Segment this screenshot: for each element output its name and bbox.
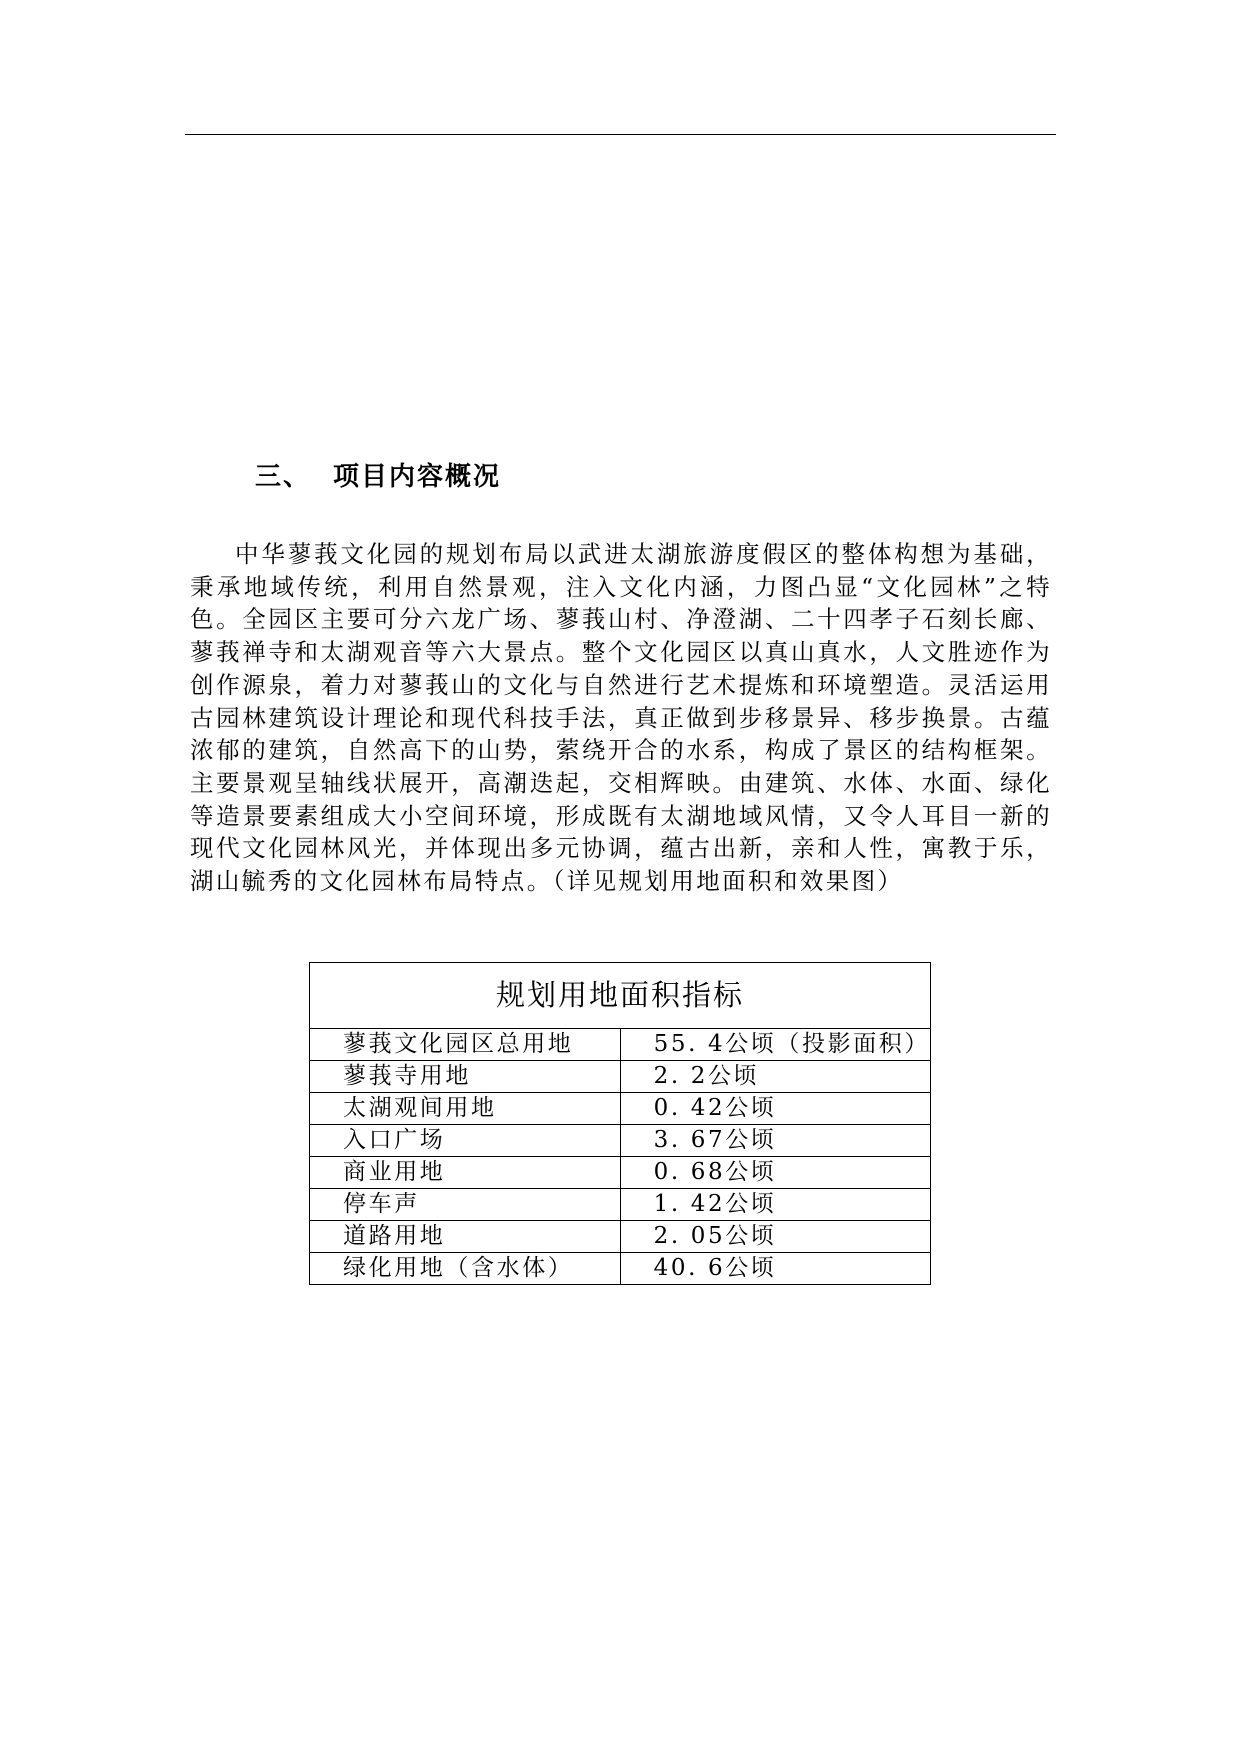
body-paragraph: 中华蓼莪文化园的规划布局以武进太湖旅游度假区的整体构想为基础，秉承地域传统，利用自然景观，注入文化内涵，力图凸显“文化园林”之特色。全园区主要可分六龙广场、蓼莪山村、净澄湖、二十四孝子石刻长廊、蓼莪禅寺和太湖观音等六大景点。整个文化园区以真山真水，人文胜迹作为创作源泉，着力对蓼莪山的文化与自然进行艺术提炼和环境塑造。灵活运用古园林建筑设计理论和现代科技手法，真正做到步移景异、移步换景。古蕴浓郁的建筑，自然高下的山势，萦绕开合的水系，构成了景区的结构框架。主要景观呈轴线状展开，高潮迭起，交相辉映。由建筑、水体、水面、绿化等造景要素组成大小空间环境，形成既有太湖地域风情，又令人耳目一新的现代文化园林风光，并体现出多元协调，蕴古出新，亲和人性，寓教于乐，湖山毓秀的文化园林布局特点。（详见规划用地面积和效果图） <box>190 540 1052 896</box>
header-rule <box>185 134 1056 135</box>
table-row <box>310 1125 931 1157</box>
land-use-area: 2. 2公顷 <box>620 1061 930 1093</box>
land-use-name: 停车声 <box>310 1189 621 1221</box>
land-use-name: 道路用地 <box>310 1221 621 1253</box>
land-use-table <box>309 962 931 1285</box>
land-use-area: 3. 67公顷 <box>620 1125 930 1157</box>
land-use-area: 0. 42公顷 <box>620 1093 930 1125</box>
section-number: 三、 <box>255 462 312 492</box>
table-row <box>310 1157 931 1189</box>
land-use-name: 入口广场 <box>310 1125 621 1157</box>
land-use-name: 太湖观间用地 <box>310 1093 621 1125</box>
section-title: 项目内容概况 <box>333 462 502 492</box>
land-use-area: 2. 05公顷 <box>620 1221 930 1253</box>
table-title: 规划用地面积指标 <box>309 962 931 1028</box>
table-row <box>310 1029 931 1061</box>
land-use-area: 1. 42公顷 <box>620 1189 930 1221</box>
land-use-name: 蓼莪寺用地 <box>310 1061 621 1093</box>
land-use-name: 商业用地 <box>310 1157 621 1189</box>
land-use-name: 绿化用地（含水体） <box>310 1253 621 1285</box>
land-use-area: 40. 6公顷 <box>620 1253 930 1285</box>
table-row <box>310 1221 931 1253</box>
land-use-area: 55. 4公顷（投影面积） <box>620 1029 930 1061</box>
land-use-area: 0. 68公顷 <box>620 1157 930 1189</box>
section-heading <box>255 456 501 493</box>
land-use-name: 蓼莪文化园区总用地 <box>310 1029 621 1061</box>
table-row <box>310 1253 931 1285</box>
table-row <box>310 1061 931 1093</box>
table-row <box>310 1189 931 1221</box>
table-row <box>310 1093 931 1125</box>
